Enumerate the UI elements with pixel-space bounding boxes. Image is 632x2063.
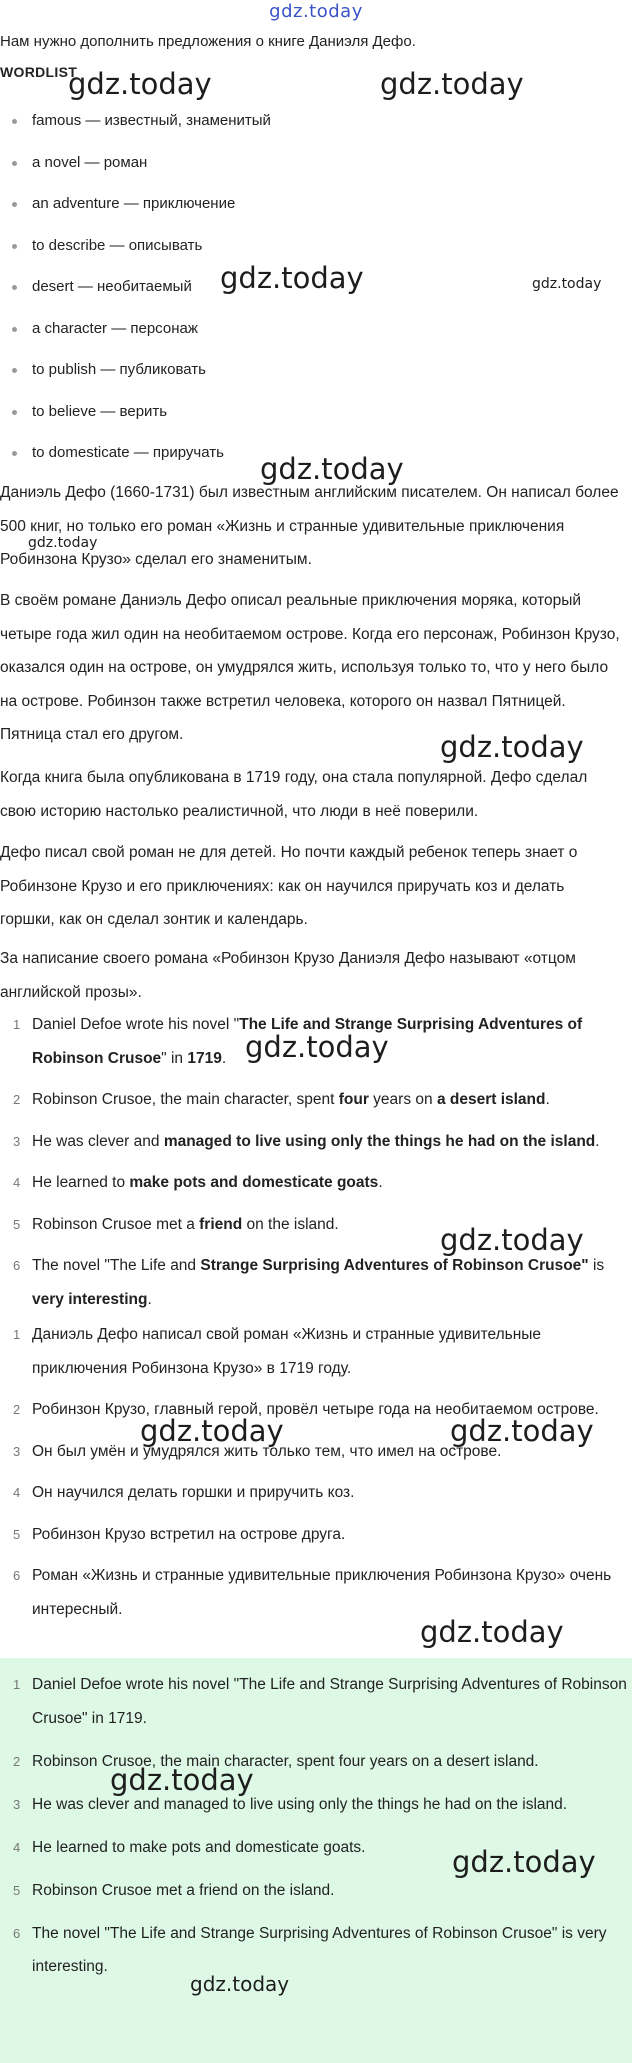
text-run: years on [368,1091,437,1108]
wordlist-title: WORDLIST [0,64,78,80]
watermark: gdz.today [440,1223,584,1257]
text-run: Robinson Crusoe met a [32,1215,200,1233]
russian-sentence [0,1559,632,1626]
paragraph-publication: Когда книга была опубликована в 1719 году, она стала популярной. Дефо сделал свою историю настолько реалистичной, что люди в неё поверили. [0,769,588,820]
answer-item [0,1788,632,1822]
answer-number: 3 [13,1796,21,1812]
russian-sentence [0,1393,632,1427]
answer-text: Robinson Crusoe, the main character, spent four years on a desert island. [32,1752,539,1770]
answer-item [0,1668,632,1735]
text-run: . [545,1091,550,1108]
english-sentence [0,1249,632,1316]
text-run: He learned to [32,1174,130,1191]
emphasis: managed to live using only the things he had on the island [163,1132,596,1150]
text-run: . [378,1174,383,1191]
sentence-number: 2 [13,1092,21,1107]
answer-number: 4 [13,1839,21,1855]
sentence-text: Робинзон Крузо, главный герой, провёл четыре года на необитаемом острове. [32,1401,599,1418]
wordlist-item: a character — персонаж [0,317,271,359]
answer-text: The novel "The Life and Strange Surprising Adventures of Robinson Crusoe" is very interesting. [32,1924,607,1975]
emphasis: make pots and domesticate goats [129,1174,379,1191]
task-intro: Нам нужно дополнить предложения о книге Даниэля Дефо. [0,33,416,50]
sentence-number: 6 [13,1568,21,1583]
sentence-text [32,1016,582,1067]
sentence-text: Робинзон Крузо встретил на острове друга. [32,1525,346,1543]
text-run: " in [161,1049,188,1067]
answer-item [0,1745,632,1779]
answer-text: He was clever and managed to live using only the things he had on the island. [32,1795,568,1813]
sentence-number: 3 [13,1443,21,1459]
emphasis: 1719 [187,1049,222,1067]
emphasis: a desert island [436,1091,546,1108]
paragraph-father-prose: За написание своего романа «Робинзон Крузо Даниэля Дефо называют «отцом английской прозы». [0,950,576,1001]
text-run: Daniel Defoe wrote his novel " [32,1016,240,1033]
text-run: He was clever and [32,1132,164,1150]
sentence-text: Он был умён и умудрялся жить только тем, что имел на острове. [32,1442,502,1460]
wordlist-item: desert — необитаемый [0,275,271,317]
russian-sentences [0,1318,632,1634]
watermark: gdz.today [245,1030,389,1064]
russian-sentence [0,1518,632,1552]
sentence-number: 2 [13,1402,21,1417]
answer-list [0,1668,632,1996]
english-sentence [0,1208,632,1242]
emphasis: The Life and Strange Surprising Adventures of Robinson Crusoe [32,1016,583,1067]
text-run: on the island. [242,1215,339,1233]
watermark: gdz.today [140,1414,284,1448]
paragraph-children: Дефо писал свой роман не для детей. Но почти каждый ребенок теперь знает о Робинзоне Крузо и его приключениях: как он научился приручать коз и делать горшки, как он сделал зонтик и календарь. [0,844,578,928]
english-sentence [0,1125,632,1159]
watermark: gdz.today [532,276,602,292]
wordlist [0,109,271,483]
watermark: gdz.today [450,1414,594,1448]
english-sentence [0,1166,632,1200]
sentence-text: Даниэль Дефо написал свой роман «Жизнь и странные удивительные приключения Робинзона Крузо» в 1719 году. [32,1326,542,1377]
watermark: gdz.today [110,1763,254,1797]
answer-item [0,1831,632,1865]
sentence-number: 5 [13,1526,21,1542]
paragraph-plot: В своём романе Даниэль Дефо описал реальные приключения моряка, который четыре года жил один на необитаемом острове. Когда его персонаж, Робинзон Крузо, оказался один на острове, он умудрялся жить, используя только то, что у него было на острове. Робинзон также встретил человека, которого он назвал Пятницей. Пятница стал его другом. [0,592,620,743]
watermark: gdz.today [260,452,404,486]
sentence-text [32,1091,550,1108]
sentence-text: Он научился делать горшки и приручить коз. [32,1484,355,1501]
emphasis: four [338,1091,369,1108]
russian-sentence [0,1435,632,1469]
sentence-number: 1 [13,1017,21,1032]
english-sentence [0,1008,632,1075]
wordlist-item: to domesticate — приручать [0,441,271,483]
watermark: gdz.today [420,1615,564,1649]
sentence-number: 5 [13,1216,21,1232]
sentence-number: 4 [13,1175,21,1190]
sentence-text [32,1174,383,1191]
watermark: gdz.today [68,67,212,101]
text-run: is [588,1257,605,1274]
wordlist-item: to describe — описывать [0,234,271,276]
wordlist-item: to believe — верить [0,400,271,442]
wordlist-item: a novel — роман [0,151,271,193]
text-run: . [221,1049,227,1067]
text-run: . [595,1132,600,1150]
russian-sentence [0,1318,632,1385]
wordlist-item: famous — известный, знаменитый [0,109,271,151]
watermark: gdz.today [28,535,98,551]
answer-number: 2 [13,1753,21,1769]
text-run: Robinson Crusoe, the main character, spent [32,1091,339,1108]
answer-text: He learned to make pots and domesticate goats. [32,1838,366,1856]
paragraph-biography: Даниэль Дефо (1660-1731) был известным английским писателем. Он написал более 500 книг, но только его роман «Жизнь и странные удивительные приключения Робинзона Крузо» сделал его знаменитым. [0,484,619,568]
sentence-number: 1 [13,1327,21,1342]
wordlist-item: an adventure — приключение [0,192,271,234]
russian-sentence [0,1476,632,1510]
answer-number: 5 [13,1882,21,1898]
answer-text: Robinson Crusoe met a friend on the island. [32,1881,335,1899]
text-run: The novel "The Life and [32,1257,201,1274]
text-run: . [147,1290,152,1308]
wordlist-item: to publish — публиковать [0,358,271,400]
watermark: gdz.today [220,261,364,295]
emphasis: friend [199,1215,243,1233]
emphasis: Strange Surprising Adventures of Robinson Crusoe" [200,1257,589,1274]
sentence-text [32,1216,339,1233]
answer-text: Daniel Defoe wrote his novel "The Life and Strange Surprising Adventures of Robinson Crusoe" in 1719. [32,1676,627,1727]
watermark: gdz.today [380,67,524,101]
english-sentence [0,1083,632,1117]
answer-number: 6 [13,1925,21,1941]
sentence-number: 4 [13,1485,21,1500]
answer-item [0,1917,632,1984]
answer-item [0,1874,632,1908]
sentence-text [32,1133,600,1150]
watermark: gdz.today [452,1845,596,1879]
answer-box [0,1658,632,2063]
english-sentences [0,1008,632,1324]
emphasis: very interesting [32,1290,148,1308]
sentence-number: 6 [13,1258,21,1273]
sentence-text: Роман «Жизнь и странные удивительные приключения Робинзона Крузо» очень интересный. [32,1567,612,1618]
watermark: gdz.today [440,730,584,764]
watermark: gdz.today [190,1972,290,1996]
sentence-number: 3 [13,1133,21,1149]
site-logo[interactable]: gdz.today [269,1,363,22]
answer-number: 1 [13,1677,21,1692]
sentence-text [32,1257,604,1308]
